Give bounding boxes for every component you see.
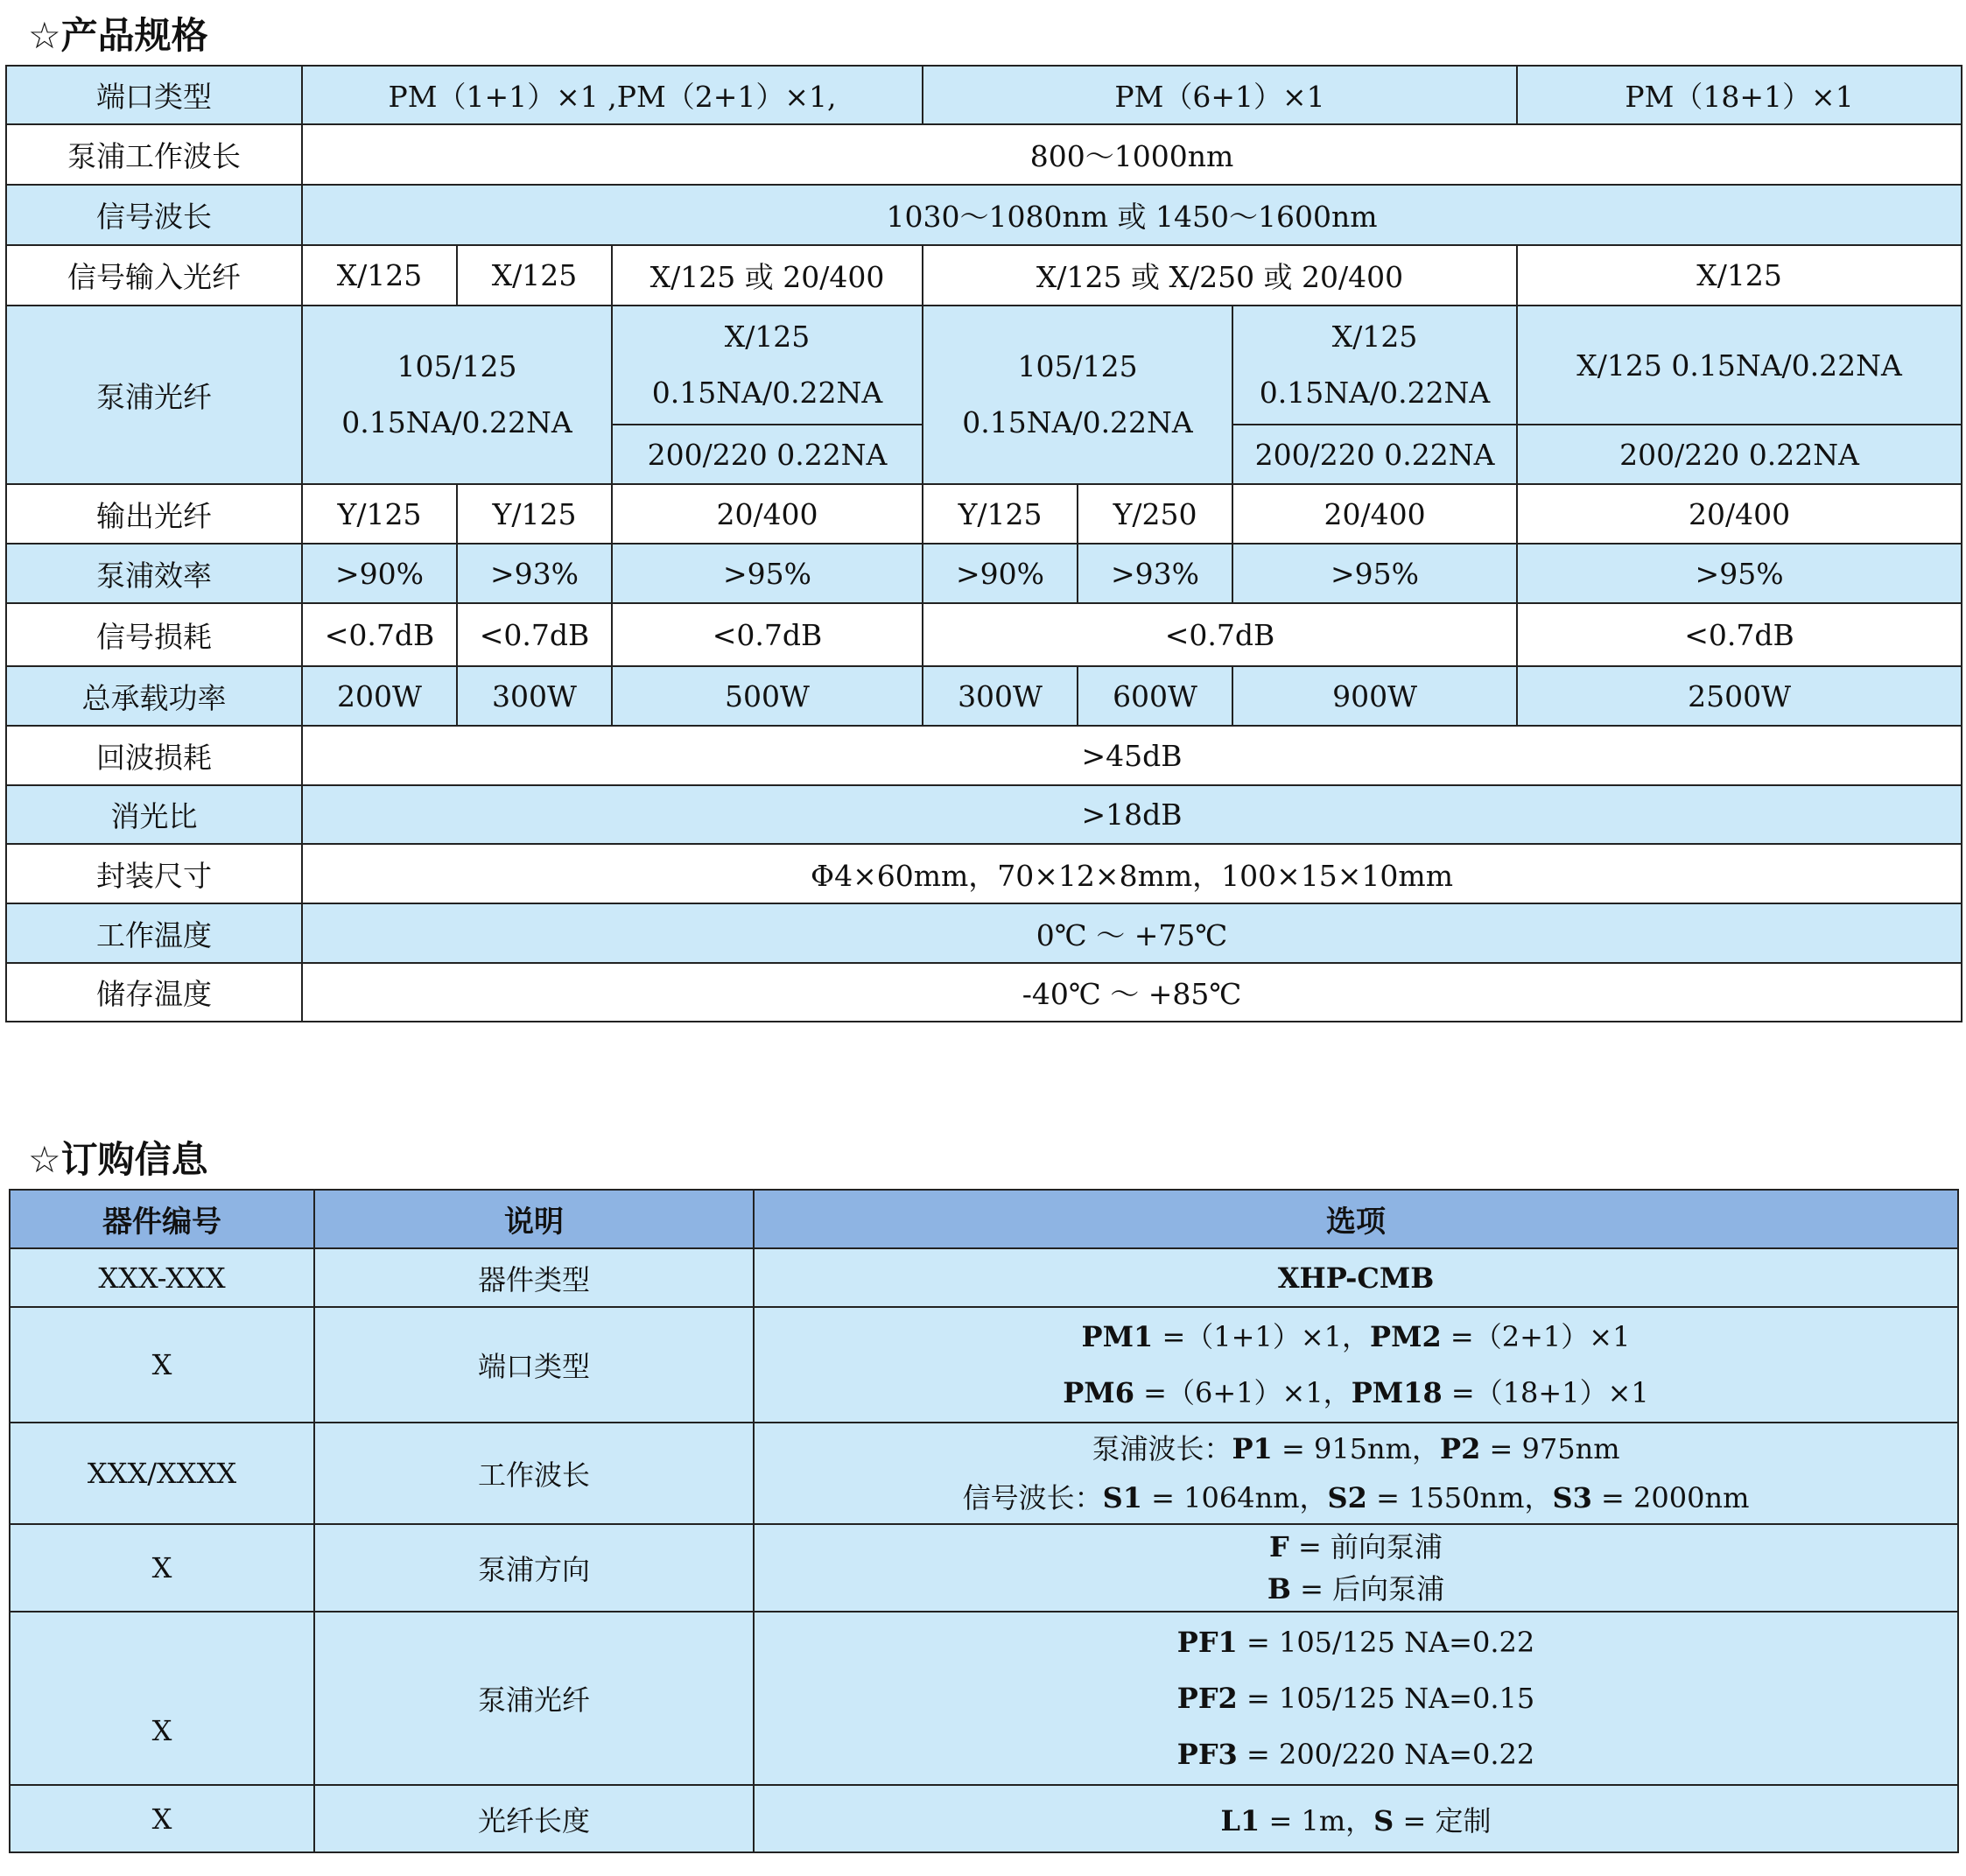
option-text: = 105/125 NA=0.22 (1237, 1626, 1535, 1659)
spec-row-signal-loss (6, 603, 1962, 666)
cell: X/125 或 X/250 或 20/400 (923, 245, 1517, 306)
option-text: = 975nm (1480, 1432, 1620, 1465)
cell: >95% (1517, 544, 1962, 603)
option-text: =（1+1）×1， (1153, 1320, 1370, 1353)
cell: 200/220 0.22NA (1517, 425, 1962, 484)
cell: >93% (1078, 544, 1232, 603)
cell (302, 306, 612, 484)
code-token: PF3 (1176, 1738, 1238, 1771)
cell-line: 105/125 (1017, 349, 1138, 383)
option-text: =（2+1）×1 (1441, 1320, 1631, 1353)
cell: PM（1+1）×1 ,PM（2+1）×1, (302, 66, 923, 124)
option-line (755, 1309, 1957, 1365)
cell: 200/220 0.22NA (612, 425, 923, 484)
order-row-wavelength (10, 1423, 1958, 1524)
option-line (755, 1473, 1957, 1522)
desc-cell: 泵浦光纤 (314, 1612, 754, 1785)
code-token: PM2 (1370, 1320, 1442, 1353)
option-text: = 1550nm， (1366, 1481, 1553, 1514)
cell: 0℃ ～ +75℃ (302, 903, 1962, 963)
order-row-fiber-length (10, 1785, 1958, 1852)
order-header-row (10, 1190, 1958, 1248)
cell: <0.7dB (302, 603, 457, 666)
option-cell (754, 1785, 1958, 1852)
header-description: 说明 (314, 1190, 754, 1248)
code-token: S2 (1327, 1481, 1367, 1514)
cell: Y/125 (923, 484, 1078, 544)
code-token: L1 (1220, 1803, 1260, 1837)
code-token: F (1269, 1530, 1289, 1563)
cell: Φ4×60mm，70×12×8mm，100×15×10mm (302, 844, 1962, 903)
code-token: PM18 (1351, 1376, 1443, 1409)
cell: Y/125 (457, 484, 612, 544)
cell: 300W (923, 666, 1078, 726)
option-text: = 200/220 NA=0.22 (1237, 1738, 1535, 1771)
spec-section-title: ☆产品规格 (28, 14, 208, 57)
code-cell: X (10, 1524, 314, 1612)
row-label: 泵浦效率 (6, 544, 302, 603)
option-cell (754, 1423, 1958, 1524)
option-text: =（18+1）×1 (1442, 1376, 1649, 1409)
cell: <0.7dB (457, 603, 612, 666)
order-table (9, 1189, 1959, 1853)
cell: 200/220 0.22NA (1232, 425, 1517, 484)
option-text: = 915nm， (1272, 1432, 1441, 1465)
code-cell: XXX-XXX (10, 1248, 314, 1307)
cell-line: 0.15NA/0.22NA (651, 376, 883, 410)
cell: PM（18+1）×1 (1517, 66, 1962, 124)
option-line (755, 1614, 1957, 1670)
option-text: 泵浦波长： (1092, 1432, 1232, 1465)
cell: Y/250 (1078, 484, 1232, 544)
cell: <0.7dB (923, 603, 1517, 666)
cell (923, 306, 1232, 484)
row-label: 回波损耗 (6, 726, 302, 785)
spec-row-return-loss (6, 726, 1962, 785)
cell: >93% (457, 544, 612, 603)
option-line (755, 1424, 1957, 1473)
code-cell: X (10, 1785, 314, 1852)
order-row-device-type (10, 1248, 1958, 1307)
code-cell: XXX/XXXX (10, 1423, 314, 1524)
cell-line: 105/125 (397, 349, 517, 383)
header-options: 选项 (754, 1190, 1958, 1248)
option-text: 信号波长： (962, 1481, 1103, 1514)
option-line (755, 1365, 1957, 1421)
option-text: = 1m， (1260, 1803, 1374, 1837)
cell (1232, 306, 1517, 425)
order-section-title: ☆订购信息 (28, 1138, 208, 1181)
cell: Y/125 (302, 484, 457, 544)
cell: >18dB (302, 785, 1962, 844)
cell: X/125 或 20/400 (612, 245, 923, 306)
cell-line: X/125 (1331, 320, 1418, 354)
cell-line: 0.15NA/0.22NA (962, 405, 1193, 439)
code-cell: X (10, 1307, 314, 1423)
cell: 200W (302, 666, 457, 726)
header-part-number: 器件编号 (10, 1190, 314, 1248)
option-text: = 前向泵浦 (1288, 1530, 1443, 1563)
cell: 2500W (1517, 666, 1962, 726)
code-token: PM1 (1081, 1320, 1154, 1353)
desc-cell: 泵浦方向 (314, 1524, 754, 1612)
row-label: 信号损耗 (6, 603, 302, 666)
spec-row-package-size (6, 844, 1962, 903)
spec-table (5, 65, 1962, 1022)
option-line (755, 1670, 1957, 1726)
spec-row-signal-wavelength (6, 185, 1962, 245)
row-label: 封装尺寸 (6, 844, 302, 903)
desc-cell: 光纤长度 (314, 1785, 754, 1852)
desc-cell: 工作波长 (314, 1423, 754, 1524)
option-line (755, 1568, 1957, 1610)
cell: X/125 0.15NA/0.22NA (1517, 306, 1962, 425)
option-text: = 定制 (1394, 1803, 1492, 1837)
cell: 20/400 (1232, 484, 1517, 544)
spec-row-storage-temp (6, 963, 1962, 1022)
option-cell: XHP-CMB (754, 1248, 1958, 1307)
option-cell (754, 1612, 1958, 1785)
cell: 300W (457, 666, 612, 726)
spec-row-pump-efficiency (6, 544, 1962, 603)
cell: 20/400 (612, 484, 923, 544)
option-cell (754, 1524, 1958, 1612)
spec-row-signal-input-fiber (6, 245, 1962, 306)
code-token: S1 (1102, 1481, 1142, 1514)
option-text: = 2000nm (1591, 1481, 1750, 1514)
cell: 600W (1078, 666, 1232, 726)
code-token: P1 (1232, 1432, 1273, 1465)
cell-line: X/125 (724, 320, 811, 354)
code-token: B (1267, 1572, 1291, 1605)
option-line (755, 1726, 1957, 1782)
code-token: S3 (1552, 1481, 1592, 1514)
cell-line: 0.15NA/0.22NA (341, 405, 572, 439)
desc-cell: 器件类型 (314, 1248, 754, 1307)
spec-row-pump-fiber (6, 306, 1962, 425)
code-token: PF2 (1176, 1682, 1238, 1715)
spec-row-extinction-ratio (6, 785, 1962, 844)
row-label: 端口类型 (6, 66, 302, 124)
option-text: = 105/125 NA=0.15 (1237, 1682, 1535, 1715)
spec-row-pump-wavelength (6, 124, 1962, 185)
cell: -40℃ ～ +85℃ (302, 963, 1962, 1022)
cell: <0.7dB (612, 603, 923, 666)
cell: X/125 (1517, 245, 1962, 306)
row-label: 信号输入光纤 (6, 245, 302, 306)
cell: X/125 (457, 245, 612, 306)
cell: >95% (612, 544, 923, 603)
cell: >45dB (302, 726, 1962, 785)
cell: >90% (302, 544, 457, 603)
option-text: =（6+1）×1， (1134, 1376, 1352, 1409)
cell: 500W (612, 666, 923, 726)
row-label: 储存温度 (6, 963, 302, 1022)
cell: 800～1000nm (302, 124, 1962, 185)
spec-row-operating-temp (6, 903, 1962, 963)
row-label: 泵浦工作波长 (6, 124, 302, 185)
cell: X/125 (302, 245, 457, 306)
cell: 1030～1080nm 或 1450～1600nm (302, 185, 1962, 245)
option-line (755, 1526, 1957, 1568)
order-row-pump-fiber (10, 1612, 1958, 1785)
code-token: PF1 (1176, 1626, 1238, 1659)
row-label: 泵浦光纤 (6, 306, 302, 484)
spec-row-total-power (6, 666, 1962, 726)
desc-cell: 端口类型 (314, 1307, 754, 1423)
row-label: 工作温度 (6, 903, 302, 963)
order-row-pump-direction (10, 1524, 1958, 1612)
code-token: P2 (1440, 1432, 1481, 1465)
row-label: 消光比 (6, 785, 302, 844)
spec-row-port-type (6, 66, 1962, 124)
cell-line: 0.15NA/0.22NA (1259, 376, 1491, 410)
cell: PM（6+1）×1 (923, 66, 1517, 124)
cell: >95% (1232, 544, 1517, 603)
row-label: 输出光纤 (6, 484, 302, 544)
option-text: = 后向泵浦 (1290, 1572, 1445, 1605)
cell: 900W (1232, 666, 1517, 726)
option-cell (754, 1307, 1958, 1423)
cell: 20/400 (1517, 484, 1962, 544)
order-row-port-type (10, 1307, 1958, 1423)
cell: <0.7dB (1517, 603, 1962, 666)
code-token: PM6 (1063, 1376, 1134, 1409)
code-token: S (1373, 1803, 1394, 1837)
cell: >90% (923, 544, 1078, 603)
row-label: 总承载功率 (6, 666, 302, 726)
option-text: = 1064nm， (1141, 1481, 1328, 1514)
row-label: 信号波长 (6, 185, 302, 245)
cell (612, 306, 923, 425)
spec-row-output-fiber (6, 484, 1962, 544)
code-cell: X (10, 1612, 314, 1785)
